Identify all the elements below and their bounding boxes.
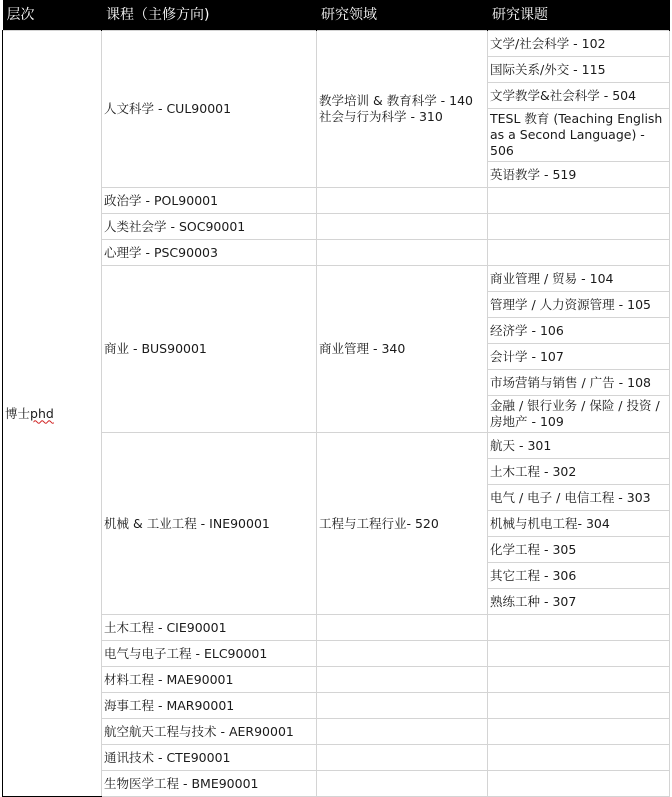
header-field: 研究领域 bbox=[317, 0, 488, 31]
field-text: 社会与行为科学 - 310 bbox=[319, 109, 443, 124]
header-row bbox=[3, 0, 670, 31]
table-row bbox=[3, 240, 670, 266]
topic-cell: 航天 - 301 bbox=[488, 433, 670, 459]
field-cell bbox=[317, 641, 488, 667]
course-cell: 土木工程 - CIE90001 bbox=[102, 615, 317, 641]
table-row bbox=[3, 188, 670, 214]
field-text: 工程与工程行业- 520 bbox=[319, 515, 439, 531]
table-row bbox=[3, 771, 670, 797]
table-row bbox=[3, 31, 670, 57]
topic-cell bbox=[488, 745, 670, 771]
field-cell bbox=[317, 693, 488, 719]
field-cell bbox=[317, 433, 488, 615]
level-prefix: 博士 bbox=[5, 405, 31, 421]
topic-cell: 金融 / 银行业务 / 保险 / 投资 / 房地产 - 109 bbox=[488, 396, 670, 433]
program-table bbox=[2, 0, 670, 797]
field-cell bbox=[317, 667, 488, 693]
table-row bbox=[3, 615, 670, 641]
topic-cell: 国际关系/外交 - 115 bbox=[488, 57, 670, 83]
topic-cell: 管理学 / 人力资源管理 - 105 bbox=[488, 292, 670, 318]
topic-cell bbox=[488, 667, 670, 693]
table-row bbox=[3, 214, 670, 240]
topic-cell bbox=[488, 188, 670, 214]
course-cell: 商业 - BUS90001 bbox=[102, 266, 317, 433]
table-row bbox=[3, 745, 670, 771]
topic-cell bbox=[488, 240, 670, 266]
course-cell: 机械 & 工业工程 - INE90001 bbox=[102, 433, 317, 615]
table-row bbox=[3, 266, 670, 292]
header-level: 层次 bbox=[3, 0, 102, 31]
level-cell bbox=[3, 31, 102, 797]
field-text: 教学培训 & 教育科学 - 140 bbox=[319, 93, 474, 108]
topic-cell bbox=[488, 214, 670, 240]
table-row bbox=[3, 433, 670, 459]
topic-cell: TESL 教育 (Teaching English as a Second Language) - 506 bbox=[488, 109, 670, 162]
topic-cell bbox=[488, 771, 670, 797]
header-course: 课程（主修方向) bbox=[102, 0, 317, 31]
topic-cell: 熟练工种 - 307 bbox=[488, 589, 670, 615]
field-cell bbox=[317, 719, 488, 745]
topic-cell bbox=[488, 641, 670, 667]
course-cell: 人文科学 - CUL90001 bbox=[102, 31, 317, 188]
course-cell: 材料工程 - MAE90001 bbox=[102, 667, 317, 693]
topic-cell: 化学工程 - 305 bbox=[488, 537, 670, 563]
field-cell bbox=[317, 615, 488, 641]
level-suffix: phd bbox=[30, 405, 54, 421]
course-cell: 电气与电子工程 - ELC90001 bbox=[102, 641, 317, 667]
header-topic: 研究课题 bbox=[488, 0, 670, 31]
topic-cell bbox=[488, 693, 670, 719]
field-text: 商业管理 - 340 bbox=[319, 341, 406, 356]
course-cell: 政治学 - POL90001 bbox=[102, 188, 317, 214]
course-cell: 通讯技术 - CTE90001 bbox=[102, 745, 317, 771]
course-cell: 航空航天工程与技术 - AER90001 bbox=[102, 719, 317, 745]
table-row bbox=[3, 667, 670, 693]
topic-cell: 市场营销与销售 / 广告 - 108 bbox=[488, 370, 670, 396]
topic-cell: 其它工程 - 306 bbox=[488, 563, 670, 589]
topic-cell: 英语教学 - 519 bbox=[488, 162, 670, 188]
field-cell bbox=[317, 266, 488, 433]
field-cell bbox=[317, 771, 488, 797]
table-row bbox=[3, 693, 670, 719]
course-cell: 人类社会学 - SOC90001 bbox=[102, 214, 317, 240]
table-body bbox=[3, 31, 670, 797]
topic-cell: 经济学 - 106 bbox=[488, 318, 670, 344]
field-cell bbox=[317, 240, 488, 266]
topic-cell bbox=[488, 719, 670, 745]
field-cell bbox=[317, 214, 488, 240]
course-cell: 海事工程 - MAR90001 bbox=[102, 693, 317, 719]
topic-cell: 土木工程 - 302 bbox=[488, 459, 670, 485]
table-row bbox=[3, 719, 670, 745]
topic-cell: 机械与机电工程- 304 bbox=[488, 511, 670, 537]
topic-cell bbox=[488, 615, 670, 641]
topic-cell: 文学教学&社会科学 - 504 bbox=[488, 83, 670, 109]
field-cell bbox=[317, 188, 488, 214]
course-cell: 生物医学工程 - BME90001 bbox=[102, 771, 317, 797]
field-cell bbox=[317, 745, 488, 771]
table-row bbox=[3, 641, 670, 667]
field-cell bbox=[317, 31, 488, 188]
topic-cell: 文学/社会科学 - 102 bbox=[488, 31, 670, 57]
topic-cell: 电气 / 电子 / 电信工程 - 303 bbox=[488, 485, 670, 511]
topic-cell: 商业管理 / 贸易 - 104 bbox=[488, 266, 670, 292]
topic-cell: 会计学 - 107 bbox=[488, 344, 670, 370]
course-cell: 心理学 - PSC90003 bbox=[102, 240, 317, 266]
